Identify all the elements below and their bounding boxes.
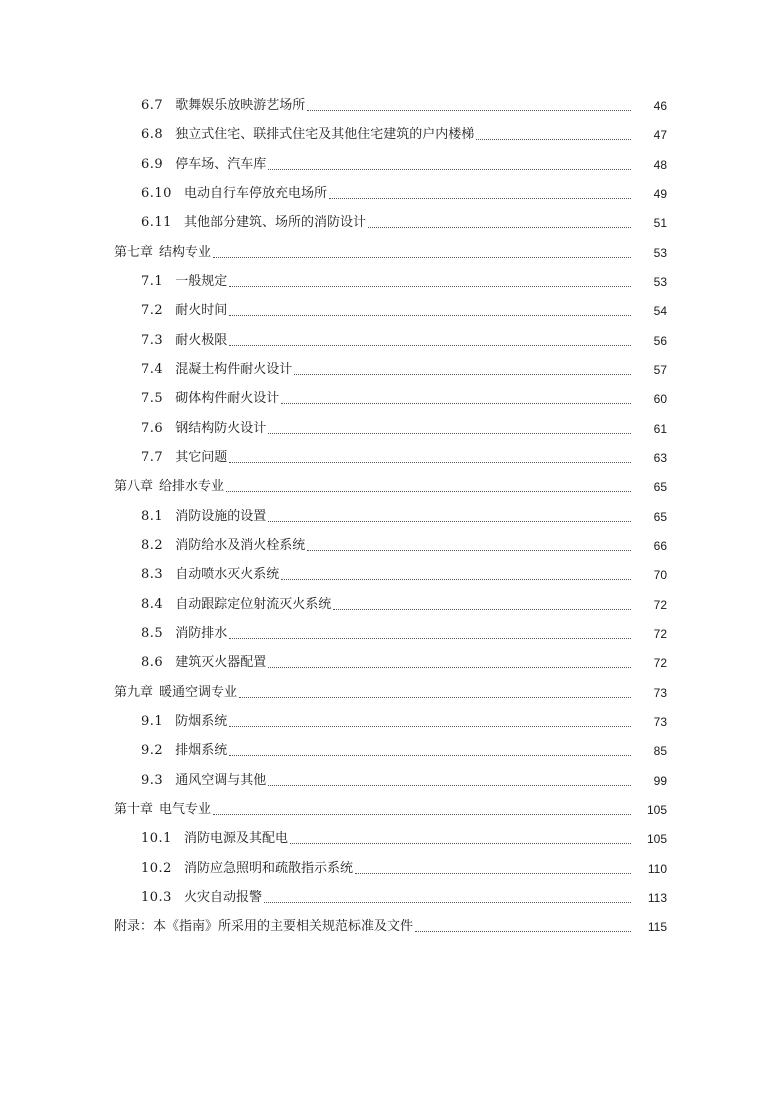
toc-entry-title: 建筑灭火器配置 <box>175 655 267 671</box>
toc-entry-title: 消防设施的设置 <box>175 508 267 524</box>
toc-page-number: 57 <box>653 362 667 377</box>
toc-page-number: 53 <box>653 274 667 289</box>
toc-entry-number: 9.2 <box>141 743 164 759</box>
toc-entry-text <box>141 831 288 847</box>
toc-entry-title: 附录：本《指南》所采用的主要相关规范标准及文件 <box>114 919 414 935</box>
toc-page-number: 70 <box>653 568 667 583</box>
dot-leader <box>290 842 631 844</box>
toc-entry-text <box>141 626 227 642</box>
toc-entry-number: 7.4 <box>141 361 164 377</box>
toc-entry-text <box>141 421 266 437</box>
toc-entry-text <box>141 567 279 583</box>
toc-entry-number: 7.1 <box>141 273 164 289</box>
toc-entry-text <box>141 391 279 407</box>
toc-section-entry[interactable] <box>0 123 779 143</box>
toc-entry-title: 其他部分建筑、场所的消防设计 <box>183 215 366 231</box>
toc-page-number: 49 <box>653 186 667 201</box>
toc-chapter-entry[interactable] <box>0 475 779 495</box>
toc-section-entry[interactable] <box>0 153 779 173</box>
toc-entry-text <box>141 597 331 613</box>
toc-entry-text <box>141 450 227 466</box>
dot-leader <box>355 872 631 874</box>
dot-leader <box>281 578 631 580</box>
dot-leader <box>213 813 631 815</box>
toc-section-entry[interactable] <box>0 299 779 319</box>
toc-entry-text <box>141 890 262 906</box>
toc-section-entry[interactable] <box>0 417 779 437</box>
toc-section-entry[interactable] <box>0 739 779 759</box>
toc-entry-title: 电动自行车停放充电场所 <box>183 185 327 201</box>
toc-section-entry[interactable] <box>0 182 779 202</box>
toc-chapter-entry[interactable] <box>0 681 779 701</box>
toc-page-number: 110 <box>647 861 667 876</box>
toc-entry-text <box>141 98 305 114</box>
dot-leader <box>294 373 631 375</box>
toc-entry-title: 电气专业 <box>159 801 212 817</box>
dot-leader <box>226 490 631 492</box>
toc-page-number: 72 <box>653 656 667 671</box>
toc-entry-text <box>114 919 413 935</box>
toc-page-number: 63 <box>653 450 667 465</box>
toc-section-entry[interactable] <box>0 886 779 906</box>
toc-entry-number: 6.9 <box>141 156 164 172</box>
dot-leader <box>281 402 631 404</box>
toc-page-number: 60 <box>653 392 667 407</box>
dot-leader <box>239 696 631 698</box>
dot-leader <box>229 344 631 346</box>
toc-entry-text <box>114 245 211 261</box>
toc-page-number: 66 <box>653 538 667 553</box>
toc-page-number: 85 <box>653 744 667 759</box>
toc-entry-title: 通风空调与其他 <box>175 772 267 788</box>
toc-entry-number: 6.7 <box>141 98 164 113</box>
toc-page-number: 105 <box>646 832 667 847</box>
toc-entry-number: 6.10 <box>141 185 172 201</box>
toc-page-number: 47 <box>653 128 667 143</box>
toc-entry-text <box>141 773 266 789</box>
toc-page-number: 61 <box>653 421 667 436</box>
toc-page-number: 56 <box>653 333 667 348</box>
dot-leader <box>329 197 631 199</box>
toc-entry-number: 8.6 <box>141 655 164 671</box>
toc-section-entry[interactable] <box>0 211 779 231</box>
toc-page-number: 72 <box>653 597 667 612</box>
toc-entry-number: 10.1 <box>141 831 172 847</box>
toc-entry-number: 第十章 <box>114 801 154 817</box>
toc-section-entry[interactable] <box>0 651 779 671</box>
toc-entry-title: 歌舞娱乐放映游艺场所 <box>175 98 306 113</box>
toc-entry-text <box>141 186 327 202</box>
toc-section-entry[interactable] <box>0 710 779 730</box>
toc-page-number: 65 <box>653 480 667 495</box>
toc-entry-number: 7.5 <box>141 391 164 407</box>
toc-entry-number: 6.11 <box>141 215 172 231</box>
dot-leader <box>368 226 631 228</box>
toc-entry-title: 消防电源及其配电 <box>183 831 288 847</box>
toc-entry-text <box>141 127 474 143</box>
toc-entry-number: 10.2 <box>141 860 172 876</box>
toc-entry-text <box>141 538 305 554</box>
toc-section-entry[interactable] <box>0 446 779 466</box>
toc-section-entry[interactable] <box>0 857 779 877</box>
dot-leader <box>229 754 631 756</box>
toc-entry-title: 暖通空调专业 <box>159 684 238 700</box>
toc-entry-title: 砌体构件耐火设计 <box>175 391 280 407</box>
toc-entry-title: 结构专业 <box>159 244 212 260</box>
toc-section-entry[interactable] <box>0 593 779 613</box>
toc-entry-title: 一般规定 <box>175 273 228 289</box>
toc-section-entry[interactable] <box>0 769 779 789</box>
toc-page-number: 113 <box>647 890 667 905</box>
dot-leader <box>268 432 631 434</box>
dot-leader <box>307 109 631 111</box>
toc-section-entry[interactable] <box>0 358 779 378</box>
dot-leader <box>415 930 631 932</box>
toc-page-number: 73 <box>653 685 667 700</box>
toc-entry-title: 混凝土构件耐火设计 <box>175 361 293 377</box>
toc-entry-text <box>141 362 292 378</box>
toc-page-number: 99 <box>653 773 667 788</box>
toc-entry-number: 8.5 <box>141 625 164 641</box>
toc-entry-number: 9.1 <box>141 713 164 729</box>
toc-entry-title: 给排水专业 <box>159 479 225 495</box>
toc-section-entry[interactable] <box>0 622 779 642</box>
toc-entry-number: 7.3 <box>141 332 164 348</box>
toc-entry-title: 火灾自动报警 <box>183 889 262 905</box>
dot-leader <box>229 725 631 727</box>
toc-chapter-entry[interactable] <box>0 915 779 935</box>
toc-entry-title: 自动喷水灭火系统 <box>175 567 280 583</box>
toc-page-number: 51 <box>653 216 667 231</box>
toc-entry-number: 9.3 <box>141 772 164 788</box>
dot-leader <box>229 461 631 463</box>
dot-leader <box>333 608 631 610</box>
toc-page-number: 115 <box>647 920 667 935</box>
toc-entry-number: 第九章 <box>114 684 154 700</box>
toc-page-number: 53 <box>653 245 667 260</box>
dot-leader <box>268 666 631 668</box>
toc-entry-text <box>141 157 266 173</box>
toc-section-entry[interactable] <box>0 329 779 349</box>
toc-entry-number: 10.3 <box>141 889 172 905</box>
toc-entry-title: 排烟系统 <box>175 743 228 759</box>
toc-entry-title: 停车场、汽车库 <box>175 156 267 172</box>
toc-entry-text <box>141 861 353 877</box>
toc-section-entry[interactable] <box>0 270 779 290</box>
toc-entry-number: 6.8 <box>141 127 164 143</box>
toc-page-number: 72 <box>653 626 667 641</box>
toc-entry-title: 消防应急照明和疏散指示系统 <box>183 860 353 876</box>
toc-chapter-entry[interactable] <box>0 798 779 818</box>
toc-page-number: 54 <box>653 304 667 319</box>
toc-entry-title: 其它问题 <box>175 449 228 465</box>
toc-section-entry[interactable] <box>0 563 779 583</box>
toc-chapter-entry[interactable] <box>0 241 779 261</box>
toc-entry-text <box>141 274 227 290</box>
toc-entry-text <box>141 215 366 231</box>
dot-leader <box>229 637 631 639</box>
dot-leader <box>213 256 631 258</box>
toc-section-entry[interactable] <box>0 94 779 114</box>
toc-page-number: 105 <box>646 802 667 817</box>
toc-entry-text <box>141 714 227 730</box>
toc-entry-text <box>141 333 227 349</box>
toc-entry-text <box>141 303 227 319</box>
toc-entry-number: 8.2 <box>141 537 164 553</box>
toc-section-entry[interactable] <box>0 505 779 525</box>
toc-entry-number: 7.6 <box>141 420 164 436</box>
dot-leader <box>268 520 631 522</box>
toc-entry-text <box>141 743 227 759</box>
dot-leader <box>307 549 631 551</box>
toc-entry-number: 第七章 <box>114 244 154 260</box>
toc-entry-number: 7.2 <box>141 303 164 319</box>
toc-page-number: 65 <box>653 509 667 524</box>
toc-entry-title: 耐火时间 <box>175 303 228 319</box>
dot-leader <box>229 314 631 316</box>
toc-entry-text <box>141 655 266 671</box>
toc-entry-number: 8.1 <box>141 508 164 524</box>
toc-entry-number: 8.4 <box>141 596 164 612</box>
toc-entry-text <box>141 509 266 525</box>
toc-page-number: 46 <box>653 99 667 113</box>
dot-leader <box>264 901 631 903</box>
toc-entry-text <box>114 802 211 818</box>
toc-entry-title: 耐火极限 <box>175 332 228 348</box>
toc-entry-title: 钢结构防火设计 <box>175 420 267 436</box>
dot-leader <box>268 168 631 170</box>
toc-section-entry[interactable] <box>0 827 779 847</box>
toc-entry-title: 消防排水 <box>175 625 228 641</box>
toc-entry-number: 第八章 <box>114 479 154 495</box>
toc-section-entry[interactable] <box>0 534 779 554</box>
dot-leader <box>229 285 631 287</box>
toc-entry-text <box>114 685 237 701</box>
dot-leader <box>268 784 631 786</box>
dot-leader <box>476 138 631 140</box>
toc-section-entry[interactable] <box>0 387 779 407</box>
toc-entry-title: 消防给水及消火栓系统 <box>175 537 306 553</box>
toc-entry-number: 7.7 <box>141 449 164 465</box>
toc-entry-title: 防烟系统 <box>175 713 228 729</box>
toc-entry-title: 自动跟踪定位射流灭火系统 <box>175 596 332 612</box>
toc-entry-number: 8.3 <box>141 567 164 583</box>
toc-page-number: 48 <box>653 157 667 172</box>
toc-entry-text <box>114 479 224 495</box>
toc-entry-title: 独立式住宅、联排式住宅及其他住宅建筑的户内楼梯 <box>175 127 475 143</box>
toc-page-number: 73 <box>653 714 667 729</box>
